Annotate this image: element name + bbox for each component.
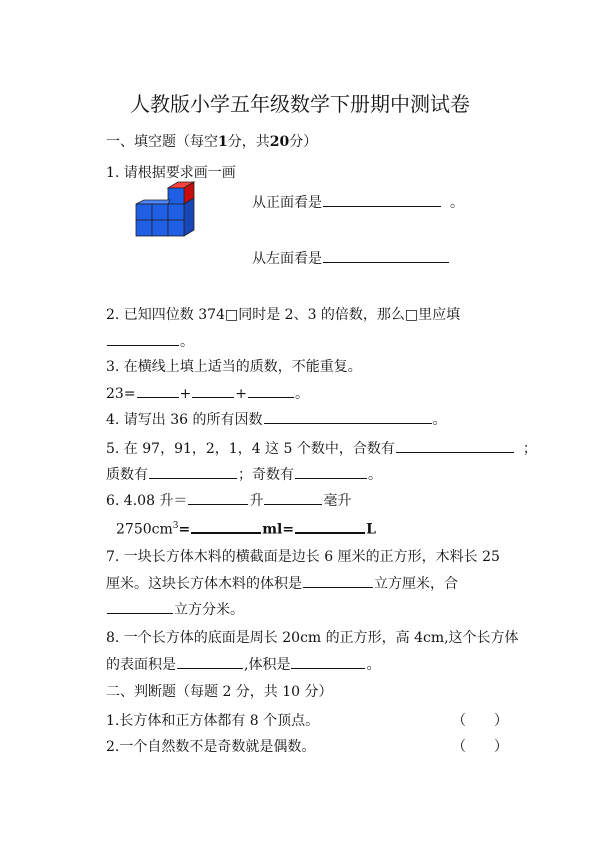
section1-heading [106, 132, 317, 152]
q6-line1 [106, 490, 351, 511]
answer-blank[interactable] [396, 438, 514, 453]
answer-blank[interactable] [177, 654, 243, 669]
q5-semicolon: ； [522, 441, 537, 457]
section2-heading: 二、判断题（每题 2 分，共 10 分） [106, 684, 333, 700]
answer-blank[interactable] [323, 192, 441, 207]
q1-front-end: 。 [450, 195, 464, 211]
q7-line2 [106, 573, 458, 594]
q6-unit: L [366, 521, 376, 538]
q4-text: 4. 请写出 36 的所有因数 [106, 412, 263, 428]
answer-blank[interactable] [295, 518, 365, 534]
judge-item-1: 1.长方体和正方体都有 8 个顶点。 [106, 713, 320, 729]
cube-front [136, 220, 152, 236]
q5-end: 。 [368, 467, 382, 483]
q8-line2 [106, 654, 380, 675]
q1-left-line [252, 248, 450, 269]
section1-points-total: 20 [269, 134, 290, 150]
q3-plus: + [235, 386, 248, 402]
cube-front [136, 204, 152, 220]
judge-answer-2[interactable]: （ ） [452, 739, 508, 755]
answer-blank[interactable] [323, 248, 449, 263]
q6-unit: 毫升 [323, 493, 352, 509]
answer-blank[interactable] [291, 654, 365, 669]
answer-blank[interactable] [107, 331, 179, 346]
q3-line1: 3. 在横线上填上适当的质数，不能重复。 [106, 359, 362, 375]
section1-heading-part: 分，共 [227, 134, 270, 150]
answer-blank[interactable] [149, 464, 237, 479]
q1-label: 1. 请根据要求画一画 [106, 165, 236, 181]
answer-blank[interactable] [303, 573, 373, 588]
cube-figure [130, 180, 210, 248]
section1-points-each: 1 [218, 134, 228, 150]
answer-blank[interactable] [264, 409, 432, 424]
answer-blank[interactable] [191, 518, 261, 534]
answer-blank[interactable] [248, 383, 294, 398]
q1-left-label: 从左面看是 [252, 251, 322, 267]
q6-text: 2750cm [116, 521, 173, 538]
q6-line2 [116, 516, 376, 540]
q7-text: 厘米。这块长方体木料的体积是 [106, 576, 302, 592]
answer-blank[interactable] [264, 490, 322, 505]
q2-line2 [106, 331, 194, 352]
q1-front-label: 从正面看是 [252, 195, 322, 211]
q5-line2 [106, 464, 382, 485]
q8-end: 。 [366, 657, 381, 673]
answer-blank[interactable] [295, 464, 367, 479]
q5-text: 5. 在 97，91，2，1，4 这 5 个数中，合数有 [106, 441, 395, 457]
q5-prime-label: 质数有 [106, 467, 148, 483]
q7-line1: 7. 一块长方体木料的横截面是边长 6 厘米的正方形，木料长 25 [106, 549, 500, 565]
q3-line2 [106, 383, 309, 404]
q3-end: 。 [295, 386, 310, 402]
q5-odd-label: ；奇数有 [238, 467, 294, 483]
cube-front [168, 220, 184, 236]
q6-equals: = [178, 521, 191, 538]
q6-text: 6. 4.08 升＝ [106, 493, 188, 509]
q8-text: ,体积是 [244, 657, 291, 673]
exam-title: 人教版小学五年级数学下册期中测试卷 [130, 92, 470, 116]
q2-end: 。 [180, 334, 194, 350]
q6-superscript: 3 [172, 521, 179, 531]
cube-front [152, 204, 168, 220]
q1-front-line [252, 192, 464, 213]
q7-text: 立方厘米，合 [374, 576, 458, 592]
q2-line1: 2. 已知四位数 374□同时是 2、3 的倍数，那么□里应填 [106, 307, 461, 323]
answer-blank[interactable] [192, 383, 234, 398]
q4-line [106, 409, 447, 430]
q8-text: 的表面积是 [106, 657, 176, 673]
answer-blank[interactable] [188, 490, 248, 505]
answer-blank[interactable] [137, 383, 179, 398]
section1-heading-part: 一、填空题（每空 [106, 134, 218, 150]
q3-plus: + [179, 386, 192, 402]
q6-unit: ml= [262, 521, 295, 538]
q6-unit: 升 [249, 493, 264, 509]
judge-answer-1[interactable]: （ ） [452, 713, 508, 729]
section1-heading-part: 分） [289, 134, 318, 150]
q7-line3 [106, 599, 244, 620]
cube-side-right [184, 198, 194, 236]
answer-blank[interactable] [107, 599, 173, 614]
q8-line1: 8. 一个长方体的底面是周长 20cm 的正方形，高 4cm,这个长方体 [106, 630, 519, 646]
q7-unit: 立方分米。 [174, 602, 244, 618]
cube-front [152, 220, 168, 236]
q5-line1 [106, 438, 537, 459]
judge-item-2: 2.一个自然数不是奇数就是偶数。 [106, 739, 316, 755]
upper-cube-front [168, 188, 184, 204]
cube-top-left [136, 200, 170, 204]
q3-prefix: 23= [106, 386, 136, 402]
cube-front [168, 204, 184, 220]
q4-end: 。 [432, 412, 447, 428]
